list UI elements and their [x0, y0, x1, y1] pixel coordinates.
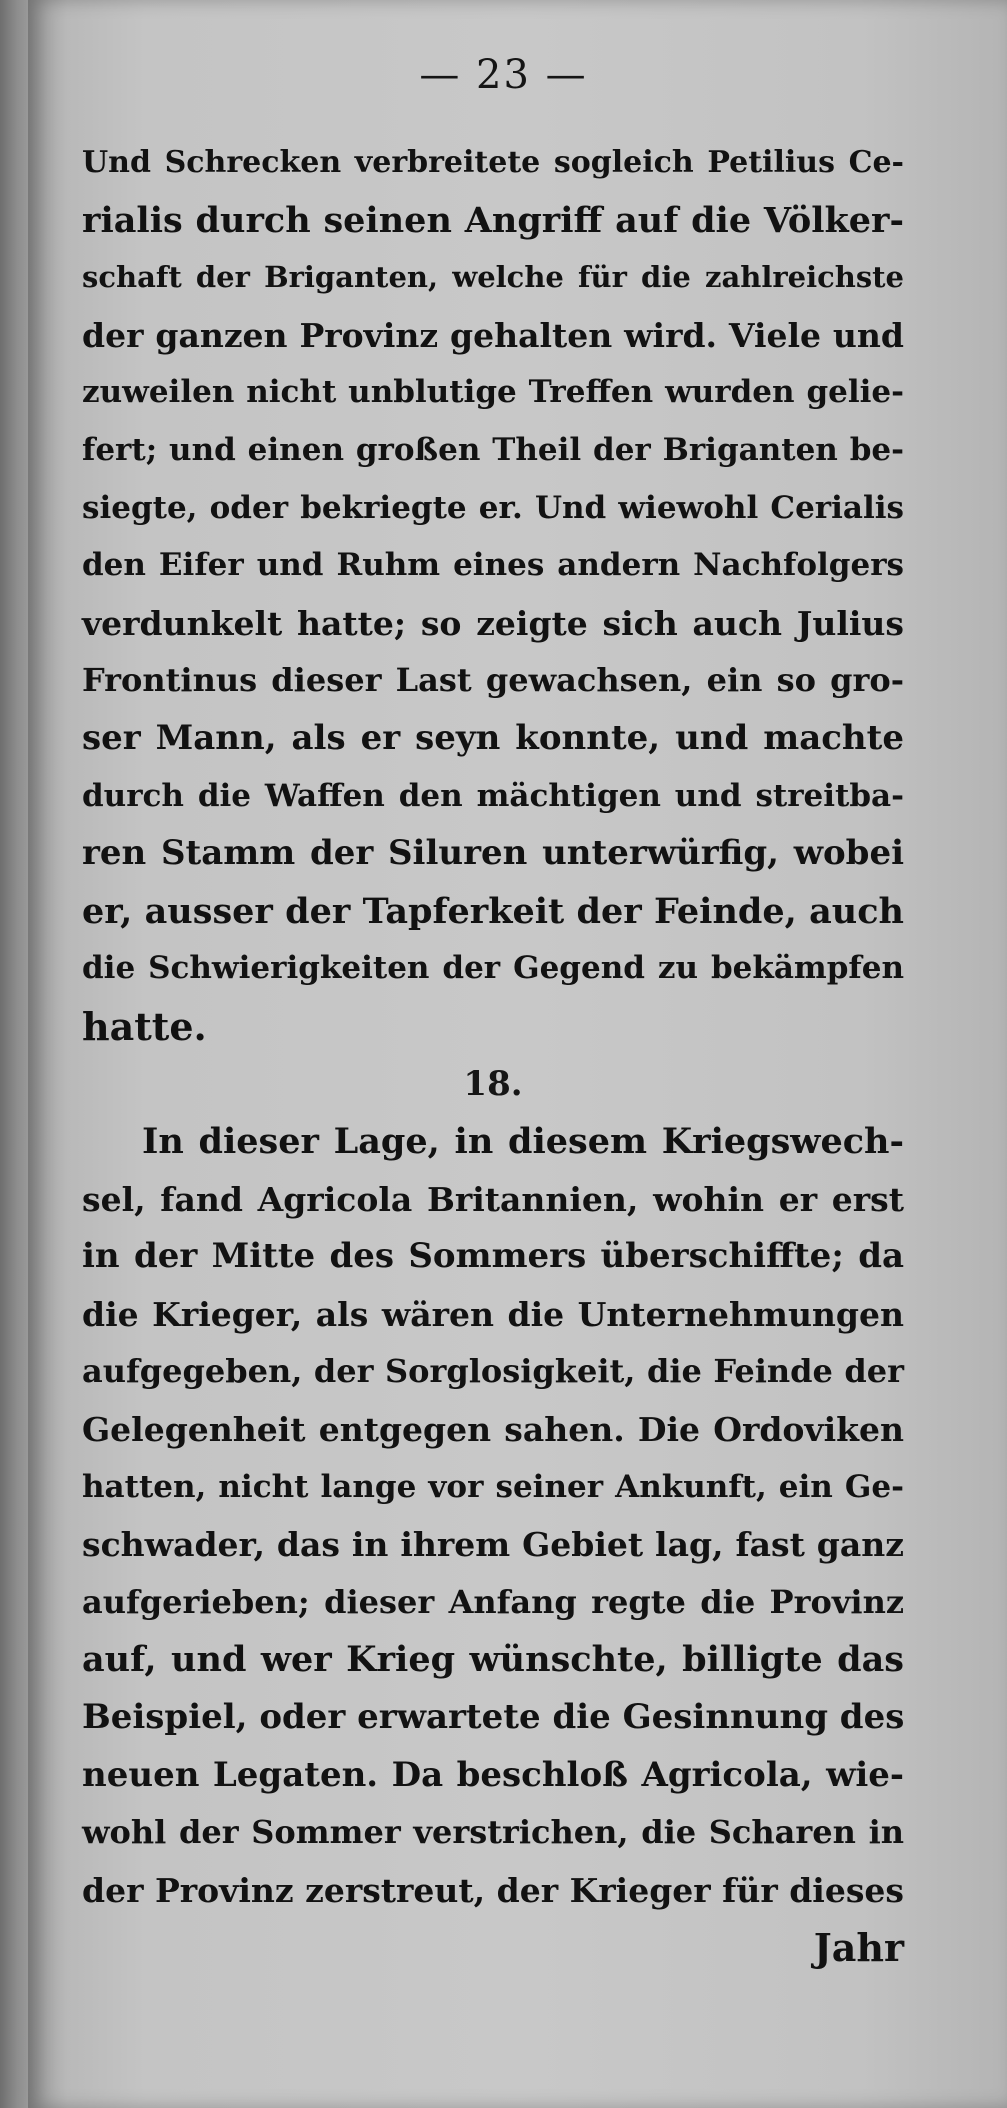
text-line: wohl der Sommer verstrichen, die Scharen in	[82, 1813, 904, 1852]
text-line: In dieser Lage, in diesem Kriegswech-	[142, 1121, 904, 1163]
text-line: den Eifer und Ruhm eines andern Nachfolgers	[82, 547, 904, 584]
text-line: hatte.	[82, 1003, 207, 1049]
section-number: 18.	[463, 1063, 523, 1104]
text-line: Beispiel, oder erwartete die Gesinnung des	[82, 1697, 905, 1738]
text-line: die Krieger, als wären die Unternehmungen	[82, 1294, 904, 1334]
text-line: sel, fand Agricola Britannien, wohin er erst	[82, 1179, 904, 1219]
text-line: aufgerieben; dieser Anfang regte die Provinz	[82, 1582, 904, 1621]
text-line: neuen Legaten. Da beschloß Agricola, wie-	[82, 1754, 904, 1795]
text-line: in der Mitte des Sommers überschiffte; da	[82, 1236, 904, 1277]
text-line: verdunkelt hatte; so zeigte sich auch Julius	[82, 603, 904, 643]
text-line: schaft der Briganten, welche für die zahlreichste	[82, 260, 904, 295]
text-line: Und Schrecken verbreitete sogleich Petilius Ce-	[82, 145, 904, 180]
text-line: Gelegenheit entgegen sahen. Die Ordoviken	[82, 1410, 904, 1450]
text-line: fert; und einen großen Theil der Briganten be-	[82, 431, 904, 468]
text-line: hatten, nicht lange vor seiner Ankunft, ein Ge-	[82, 1468, 904, 1505]
text-line: rialis durch seinen Angriff auf die Völker-	[82, 199, 904, 241]
page-number: — 23 —	[419, 52, 588, 98]
text-line: zuweilen nicht unblutige Treffen wurden gelie-	[82, 374, 904, 411]
text-line: auf, und wer Krieg wünschte, billigte das	[82, 1639, 904, 1681]
text-line: der ganzen Provinz gehalten wird. Viele und	[82, 315, 904, 355]
text-line: durch die Waffen den mächtigen und streitba-	[82, 777, 904, 814]
text-line: Frontinus dieser Last gewachsen, ein so gro-	[82, 661, 904, 700]
text-line: der Provinz zerstreut, der Krieger für dieses	[82, 1870, 904, 1910]
text-line: ren Stamm der Siluren unterwürfig, wobei	[82, 833, 904, 874]
text-line: die Schwierigkeiten der Gegend zu bekämpfen	[82, 950, 904, 987]
text-line: siegte, oder bekriegte er. Und wiewohl Cerialis	[82, 489, 904, 526]
text-line: ser Mann, als er seyn konnte, und machte	[82, 717, 904, 758]
catchword: Jahr	[813, 1925, 904, 1971]
text-body	[82, 134, 904, 1977]
text-line: schwader, das in ihrem Gebiet lag, fast ganz	[82, 1525, 904, 1565]
text-line: er, ausser der Tapferkeit der Feinde, auch	[82, 890, 904, 932]
text-line: aufgegeben, der Sorglosigkeit, die Feinde der	[82, 1352, 904, 1391]
